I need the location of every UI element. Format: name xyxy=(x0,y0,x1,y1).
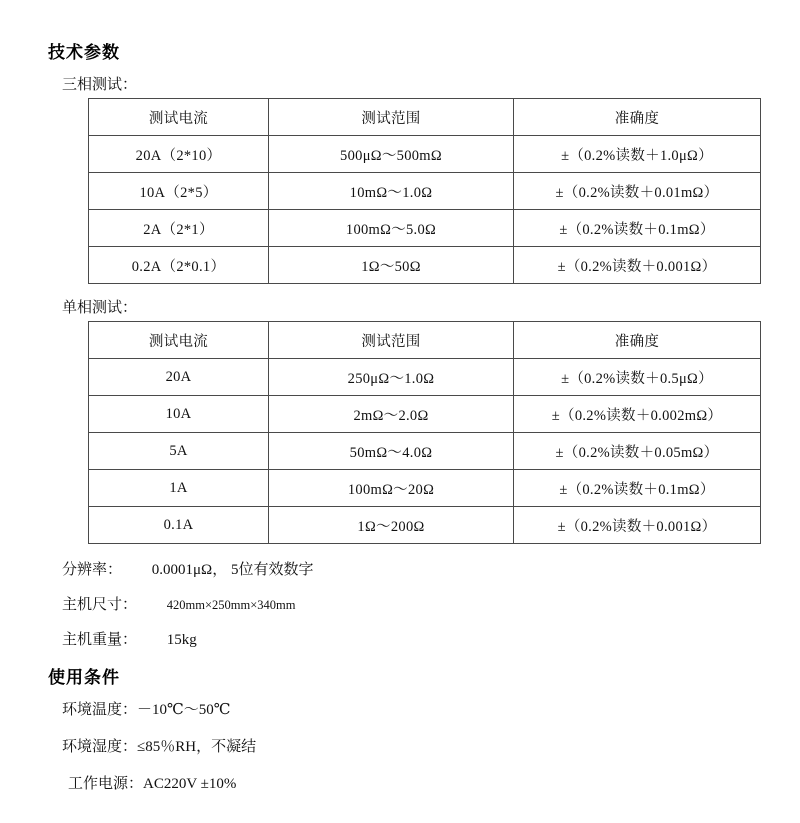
table-row xyxy=(89,359,761,396)
cell-accuracy: ±（0.2%读数＋0.1mΩ） xyxy=(514,470,761,507)
param-value-resolution: 0.0001μΩ， 5位有效数字 xyxy=(151,562,314,578)
cell-range: 10mΩ～1.0Ω xyxy=(269,173,514,210)
cell-accuracy: ±（0.2%读数＋0.1mΩ） xyxy=(514,210,761,247)
cell-current: 1A xyxy=(89,470,269,507)
table-header-row xyxy=(89,322,761,359)
column-header-range: 测试范围 xyxy=(269,322,514,359)
table-row xyxy=(89,433,761,470)
list-item xyxy=(62,628,760,649)
param-label-resolution: 分辨率： xyxy=(62,562,123,578)
column-header-current: 测试电流 xyxy=(89,322,269,359)
single-phase-label: 单相测试： xyxy=(62,300,138,316)
column-header-current: 测试电流 xyxy=(89,99,269,136)
table-header-row xyxy=(89,99,761,136)
list-item-ambient-humidity: 环境湿度：≤85％RH，不凝结 xyxy=(62,739,257,755)
cell-accuracy: ±（0.2%读数＋0.001Ω） xyxy=(514,247,761,284)
param-label-weight: 主机重量： xyxy=(62,632,138,648)
conditions-list xyxy=(48,698,760,793)
single-phase-table xyxy=(88,321,761,544)
cell-accuracy: ±（0.2%读数＋1.0μΩ） xyxy=(514,136,761,173)
cell-accuracy: ±（0.2%读数＋0.05mΩ） xyxy=(514,433,761,470)
page-title-conditions: 使用条件 xyxy=(48,668,120,687)
cell-accuracy: ±（0.2%读数＋0.001Ω） xyxy=(514,507,761,544)
list-item-ambient-temperature: 环境温度：－10℃～50℃ xyxy=(62,702,231,718)
table-row xyxy=(89,247,761,284)
cell-current: 5A xyxy=(89,433,269,470)
spacer xyxy=(48,284,760,296)
cell-current: 10A xyxy=(89,396,269,433)
list-item-power-supply: 工作电源：AC220V ±10% xyxy=(68,776,237,792)
cell-current: 2A（2*1） xyxy=(89,210,269,247)
table-row xyxy=(89,396,761,433)
cell-range: 500μΩ～500mΩ xyxy=(269,136,514,173)
table-row xyxy=(89,210,761,247)
cell-range: 100mΩ～5.0Ω xyxy=(269,210,514,247)
cell-range: 100mΩ～20Ω xyxy=(269,470,514,507)
param-value-weight: 15kg xyxy=(166,632,197,648)
cell-range: 250μΩ～1.0Ω xyxy=(269,359,514,396)
cell-current: 20A（2*10） xyxy=(89,136,269,173)
page-title-specs: 技术参数 xyxy=(48,43,120,62)
cell-accuracy: ±（0.2%读数＋0.002mΩ） xyxy=(514,396,761,433)
cell-current: 10A（2*5） xyxy=(89,173,269,210)
cell-current: 0.2A（2*0.1） xyxy=(89,247,269,284)
cell-current: 0.1A xyxy=(89,507,269,544)
cell-range: 50mΩ～4.0Ω xyxy=(269,433,514,470)
param-label-dimensions: 主机尺寸： xyxy=(62,597,138,613)
column-header-accuracy: 准确度 xyxy=(514,99,761,136)
list-item xyxy=(62,558,760,579)
column-header-accuracy: 准确度 xyxy=(514,322,761,359)
cell-range: 2mΩ～2.0Ω xyxy=(269,396,514,433)
three-phase-table xyxy=(88,98,761,284)
column-header-range: 测试范围 xyxy=(269,99,514,136)
cell-range: 1Ω～50Ω xyxy=(269,247,514,284)
cell-accuracy: ±（0.2%读数＋0.01mΩ） xyxy=(514,173,761,210)
parameters-list xyxy=(48,558,760,649)
table-row xyxy=(89,173,761,210)
list-item xyxy=(62,593,760,614)
table-row xyxy=(89,136,761,173)
cell-range: 1Ω～200Ω xyxy=(269,507,514,544)
param-value-dimensions: 420mm×250mm×340mm xyxy=(166,598,296,612)
cell-current: 20A xyxy=(89,359,269,396)
cell-accuracy: ±（0.2%读数＋0.5μΩ） xyxy=(514,359,761,396)
three-phase-label: 三相测试： xyxy=(62,77,138,93)
table-row xyxy=(89,470,761,507)
table-row xyxy=(89,507,761,544)
